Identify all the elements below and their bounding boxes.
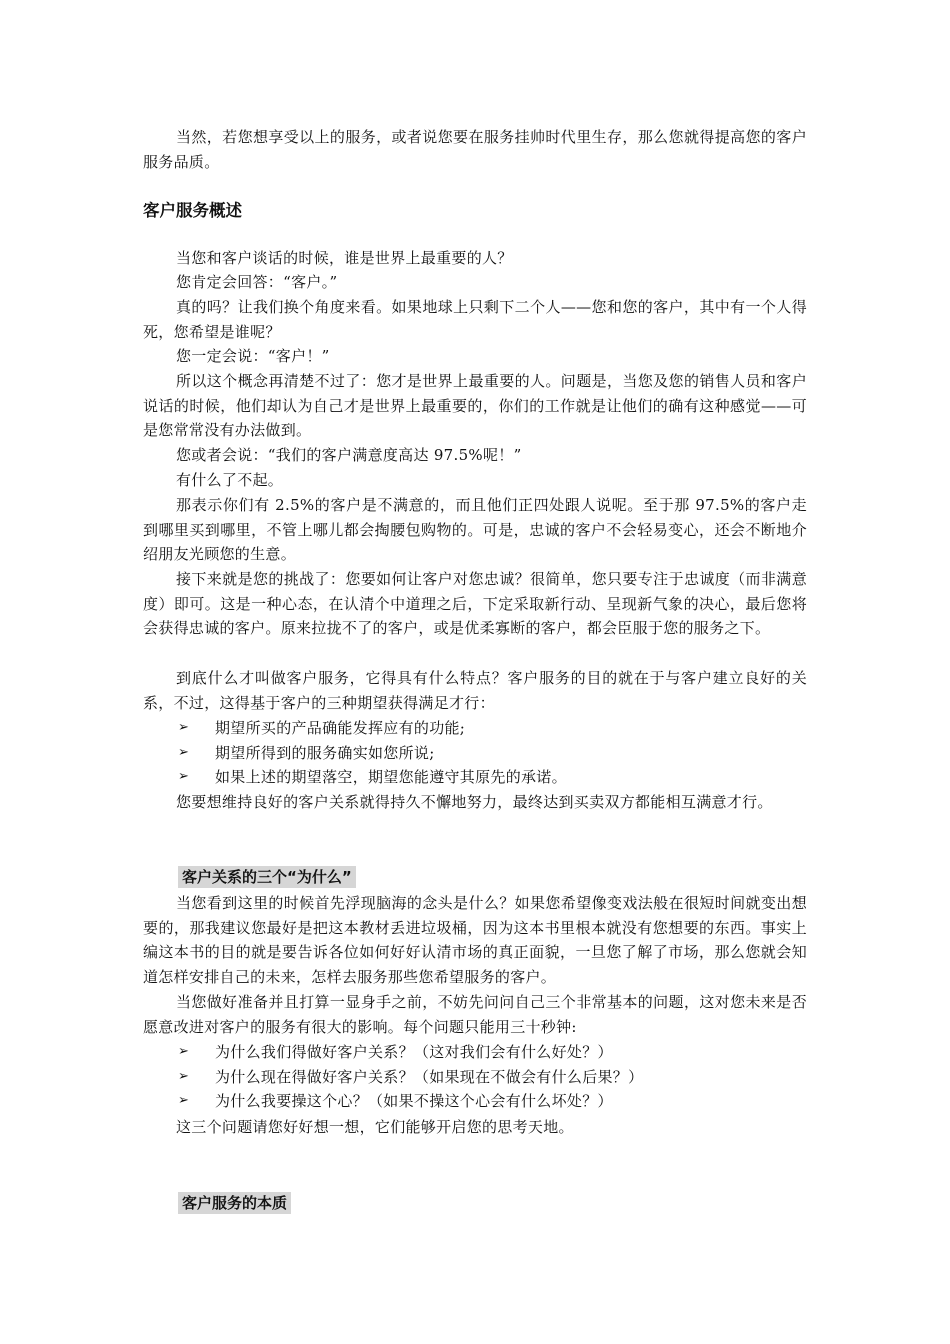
paragraph: 当您做好准备并且打算一显身手之前，不妨先问问自己三个非常基本的问题，这对您未来是否愿意改进对客户的服务有很大的影响。每个问题只能用三十秒钟: (143, 993, 807, 1036)
paragraph: 有什么了不起。 (176, 471, 284, 489)
list-item (143, 1040, 807, 1065)
paragraph: 您一定会说：“客户！” (176, 347, 330, 365)
paragraph: 接下来就是您的挑战了：您要如何让客户对您忠诚？很简单，您只要专注于忠诚度（而非满意度）即可。这是一种心态，在认清个中道理之后，下定采取新行动、呈现新气象的决心，最后您将会获得忠诚的客户。原来拉拢不了的客户，或是优柔寡断的客户，都会臣服于您的服务之下。 (143, 570, 807, 637)
list-item-text: 期望所得到的服务确实如您所说; (215, 743, 435, 762)
list-item-text: 如果上述的期望落空，期望您能遵守其原先的承诺。 (215, 768, 567, 786)
question-list (143, 1040, 807, 1114)
section-heading-three-whys: 客户关系的三个“为什么” (178, 866, 356, 888)
paragraph: 您或者会说：“我们的客户满意度高达 97.5%呢！” (176, 446, 522, 464)
expectation-list (143, 716, 807, 790)
list-item (143, 765, 807, 790)
paragraph: 您肯定会回答：“客户。” (176, 273, 338, 291)
list-item-text: 为什么我们得做好客户关系？（这对我们会有什么好处？） (215, 1043, 613, 1061)
section-heading-service-essence: 客户服务的本质 (178, 1192, 291, 1214)
paragraph: 当您和客户谈话的时候，谁是世界上最重要的人？ (176, 249, 513, 267)
list-item (143, 1089, 807, 1114)
arrow-bullet-icon: ➢ (178, 1093, 189, 1108)
paragraph: 所以这个概念再清楚不过了：您才是世界上最重要的人。问题是，当您及您的销售人员和客户说话的时候，他们却认为自己才是世界上最重要的，你们的工作就是让他们的确有这种感觉——可是您常常没有办法做到。 (143, 372, 807, 439)
paragraph: 当您看到这里的时候首先浮现脑海的念头是什么？如果您希望像变戏法般在很短时间就变出想要的，那我建议您最好是把这本教材丢进垃圾桶，因为这本书里根本就没有您想要的东西。事实上编这本书的目的就是要告诉各位如何好好认清市场的真正面貌，一旦您了解了市场，那么您就会知道怎样安排自己的未来，怎样去服务那些您希望服务的客户。 (143, 894, 807, 986)
paragraph: 那表示你们有 2.5%的客户是不满意的，而且他们正四处跟人说呢。至于那 97.5%的客户走到哪里买到哪里，不管上哪儿都会掏腰包购物的。可是，忠诚的客户不会轻易变心，还会不断地介绍朋友光顾您的生意。 (143, 496, 807, 563)
paragraph: 这三个问题请您好好想一想，它们能够开启您的思考天地。 (176, 1118, 574, 1136)
list-item (143, 1065, 807, 1090)
arrow-bullet-icon: ➢ (178, 1044, 189, 1059)
arrow-bullet-icon: ➢ (178, 1068, 189, 1084)
paragraph: 真的吗？让我们换个角度来看。如果地球上只剩下二个人——您和您的客户，其中有一个人得死，您希望是谁呢？ (143, 298, 807, 341)
paragraph: 您要想维持良好的客户关系就得持久不懈地努力，最终达到买卖双方都能相互满意才行。 (176, 793, 773, 811)
intro-paragraph: 当然，若您想享受以上的服务，或者说您要在服务挂帅时代里生存，那么您就得提高您的客户服务品质。 (143, 128, 807, 171)
arrow-bullet-icon: ➢ (178, 744, 189, 760)
paragraph: 到底什么才叫做客户服务，它得具有什么特点？客户服务的目的就在于与客户建立良好的关系，不过，这得基于客户的三种期望获得满足才行： (143, 669, 807, 712)
list-item-text: 为什么我要操这个心？（如果不操这个心会有什么坏处？） (215, 1092, 613, 1110)
list-item (143, 716, 807, 741)
section-heading-customer-service-overview: 客户服务概述 (143, 201, 242, 220)
list-item (143, 741, 807, 766)
arrow-bullet-icon: ➢ (178, 769, 189, 784)
list-item-text: 期望所买的产品确能发挥应有的功能; (215, 719, 466, 737)
list-item-text: 为什么现在得做好客户关系？（如果现在不做会有什么后果？） (215, 1067, 644, 1086)
arrow-bullet-icon: ➢ (178, 720, 189, 735)
